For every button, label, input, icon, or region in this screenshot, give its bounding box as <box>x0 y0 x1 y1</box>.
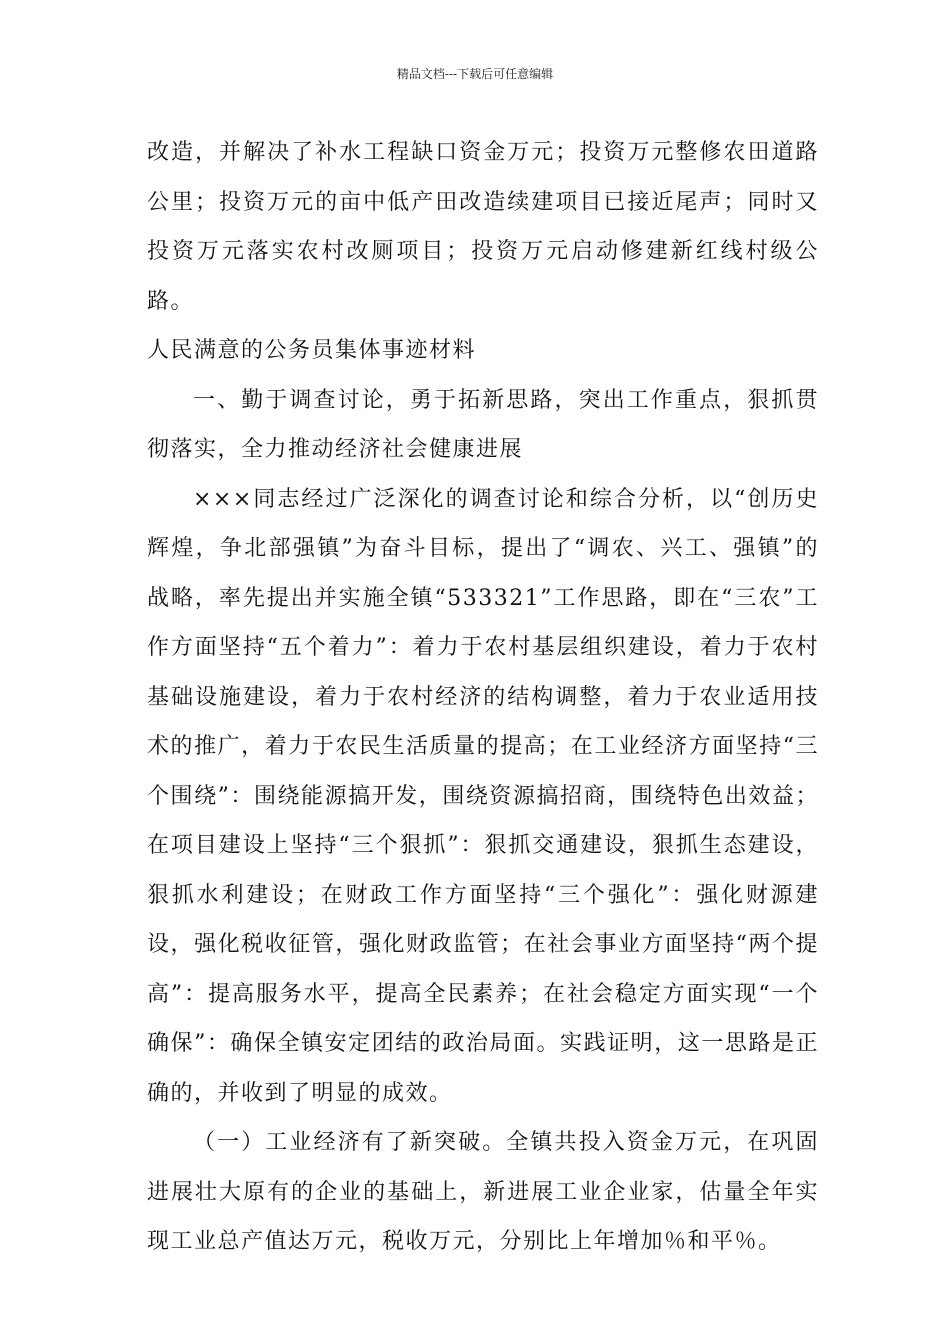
paragraph-industry: （一）工业经济有了新突破。全镇共投入资金万元，在巩固进展壮大原有的企业的基础上，新进展工业企业家，估量全年实现工业总产值达万元，税收万元，分别比上年增加％和平％。 <box>147 1130 819 1254</box>
document-body <box>147 128 819 1267</box>
paragraph-strategy: ×××同志经过广泛深化的调查讨论和综合分析，以“创历史辉煌，争北部强镇”为奋斗目标，提出了“调农、兴工、强镇”的战略，率先提出并实施全镇“533321”工作思路，即在“三农”工作方面坚持“五个着力”：着力于农村基层组织建设，着力于农村基础设施建设，着力于农村经济的结构调整，着力于农业适用技术的推广，着力于农民生活质量的提高；在工业经济方面坚持“三个围绕”：围绕能源搞开发，围绕资源搞招商，围绕特色出效益；在项目建设上坚持“三个狠抓”：狠抓交通建设，狠抓生态建设，狠抓水利建设；在财政工作方面坚持“三个强化”：强化财源建设，强化税收征管，强化财政监管；在社会事业方面坚持“两个提高”：提高服务水平，提高全民素养；在社会稳定方面实现“一个确保”：确保全镇安定团结的政治局面。实践证明，这一思路是正确的，并收到了明显的成效。 <box>147 486 819 1106</box>
section-title: 人民满意的公务员集体事迹材料 <box>147 338 477 363</box>
page-header: 精品文档---下载后可任意编辑 <box>396 67 554 81</box>
paragraph-continuation: 改造，并解决了补水工程缺口资金万元；投资万元整修农田道路公里；投资万元的亩中低产田改造续建项目已接近尾声；同时又投资万元落实农村改厕项目；投资万元启动修建新红线村级公路。 <box>147 140 819 314</box>
heading-point-one: 一、勤于调查讨论，勇于拓新思路，突出工作重点，狠抓贯彻落实，全力推动经济社会健康进展 <box>147 387 819 462</box>
